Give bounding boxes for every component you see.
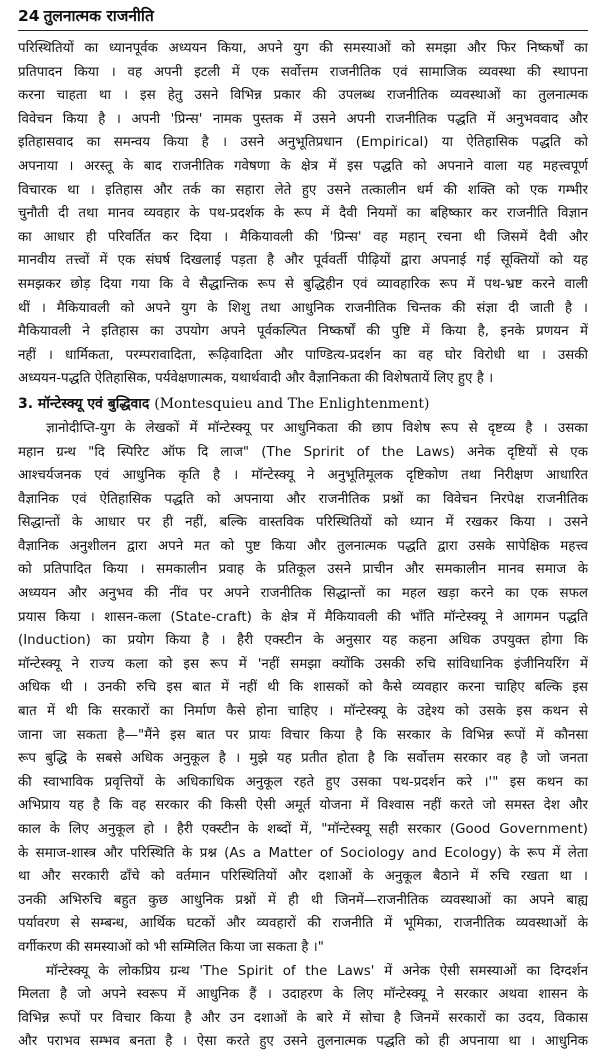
text-line: मानवीय तत्त्वों में एक संघर्ष दिखलाई पड़ता है और पूर्ववर्ती पीढ़ियों द्वारा अपनाई गई सूक्तियों को यह [18,253,588,269]
text-line: अधिक थी । उनकी रुचि इस बात में नहीं थी कि शासकों को कैसे व्यवहार करना चाहिए बल्कि इस [18,680,588,696]
paragraph-1 [18,37,588,391]
page-number: 24 [18,7,40,25]
running-header [18,4,588,26]
text-line: अभिप्राय यह है कि वह सरकार की किसी ऐसी अमूर्त योजना में विश्वास नहीं करते जो समस्त देश और [18,798,588,814]
text-line: पर्यावरण से सम्बन्ध, आर्थिक घटकों और व्यवहारों की राजनीति में भूमिका, राजनीतिक व्यवस्थाओं के [18,916,588,932]
text-line: सिद्धान्तों के आधार पर ही नहीं, बल्कि वास्तविक परिस्थितियों को ध्यान में रखकर किया । उसने [18,515,588,531]
text-line: प्रतिपादन किया । वह अपनी इटली में एक सर्वोत्तम राजनीतिक एवं सामाजिक व्यवस्था की स्थापना [18,64,588,80]
header-rule [18,30,588,31]
text-line: (Induction) का प्रयोग किया है । हैरी एक्स्टीन के अनुसार यह कहना अधिक उपयुक्त होगा कि [18,633,588,649]
text-line: विचारक था । इतिहास और तर्क का सहारा लेते हुए उसने तत्कालीन धर्म की शक्ति को एक गम्भीर [18,182,588,198]
running-title: तुलनात्मक राजनीति [43,7,154,25]
text-line: वर्गीकरण की समस्याओं को भी सम्मिलित किया जा सकता है ।" [18,939,324,955]
text-line: इतिहासवाद का समन्वय किया है । उसने अनुभूतिप्रधान (Empirical) या ऐतिहासिक पद्धति को [18,135,588,151]
text-line: जाना जा सकता है—"मैंने इस बात पर प्रायः विचार किया है कि सरकार के विभिन्न रूपों में कौनसा [18,727,588,743]
text-line: काल के लिए अनुकूल हो । हैरी एक्स्टीन के शब्दों में, "मॉन्टेस्क्यू सही सरकार (Good Government) [18,822,588,837]
text-line: बात में थी कि सरकारों का निर्माण कैसे होना चाहिए । मॉन्टेस्क्यू के उद्देश्य को उसके इस कथन से [18,704,588,720]
text-line: परिस्थितियों का ध्यानपूर्वक अध्ययन किया, अपने युग की समस्याओं को समझा और फिर निष्कर्षों का [18,41,588,56]
text-line: मिलता है जो अपने स्वरूप में आधुनिक हैं । उदाहरण के लिए मॉन्टेस्क्यू ने सरकार अथवा शासन के [18,987,588,1003]
text-line: करना चाहता था । इस हेतु उसने विभिन्न प्रकार की उपलब्ध राजनीतिक व्यवस्थाओं का तुलनात्मक [18,88,588,104]
text-line: रूप बुद्धि के सबसे अधिक अनुकूल है । मुझे यह प्रतीत होता है कि सर्वोत्तम सरकार वह है जो जनता [18,751,588,767]
text-line: थीं । मैकियावली को अपने युग के शिशु तथा आधुनिक राजनीतिक चिन्तक की संज्ञा दी जाती है । [18,300,588,316]
text-line: मॉन्टेस्क्यू के लोकप्रिय ग्रन्थ 'The Spirit of the Laws' में अनेक ऐसी समस्याओं का दिग्दर्शन [46,963,588,979]
paragraph-2 [18,417,588,960]
text-line: और पराभव सम्भव बनता है । ऐसा करते हुए उसने तुलनात्मक पद्धति को ही अपनाया था । आधुनिक [18,1034,588,1050]
text-line: ज्ञानोदीप्ति-युग के लेखकों में मॉन्टेस्क्यू पर आधुनिकता की छाप विशेष रूप से दृष्टव्य है । उसका [46,420,588,436]
text-line: की स्वाभाविक प्रवृत्तियों के अधिकाधिक अनुकूल रहते हुए उसका पथ-प्रदर्शन करे ।'" इस कथन का [18,774,588,790]
text-line: का आधार ही परिवर्तित कर दिया । मैकियावली की 'प्रिन्स' वह महान् रचना थी जिसमें दैवी और [18,229,588,245]
text-line: उनकी अभिरुचि बहुत कुछ आधुनिक प्रश्नों में ही थी जिनमें—राजनीतिक व्यवस्थाओं का अपने बाह्य [18,892,588,908]
text-line: समझकर छोड़ दिया गया कि वे सैद्धान्तिक रूप से बुद्धिहीन एवं व्यावहारिक रूप में पथ-भ्रष्ट करने वाली [18,276,588,292]
text-line: प्रयास किया । शासन-कला (State-craft) के क्षेत्र में मैकियावली की भाँति मॉन्टेस्क्यू ने आगमन पद्धति [18,609,588,625]
text-line: विभिन्न रूपों पर विचार किया है और उन दशाओं के बारे में सोचा है जिनमें सरकारों का उदय, विकास [18,1010,588,1026]
section-heading-english: (Montesquieu and The Enlightenment) [154,395,430,412]
text-line: को प्रतिपादित किया । समकालीन प्रवाह के प्रतिकूल उसने प्राचीन और समकालीन मानव समाज के [18,562,588,578]
text-line: नहीं । धार्मिकता, परम्परावादिता, रूढ़िवादिता और पाण्डित्य-प्रदर्शन का वह घोर विरोधी था । उसकी [18,347,588,363]
text-line: मॉन्टेस्क्यू ने राज्य कला को इस रूप में 'नहीं समझा क्योंकि उसकी रुचि सांविधानिक इंजीनियरिंग में [18,656,588,672]
text-line: वैज्ञानिक एवं ऐतिहासिक पद्धति को अपनाया और राजनीतिक प्रश्नों का विवेचन निरपेक्ष राजनीतिक [18,491,588,507]
text-line: चुनौती दी तथा मानव व्यवहार के पथ-प्रदर्शक के रूप में दैवी नियमों का बहिष्कार कर राजनीति विज्ञान [18,206,588,222]
text-line: अध्ययन और अनुभव की नींव पर अपने राजनीतिक सिद्धान्तों का महल खड़ा करने का एक सफल [18,586,588,602]
text-line: विवेचन किया है । अपनी 'प्रिन्स' नामक पुस्तक में उसने अपनी राजनीतिक पद्धति में अनुभववाद और [18,111,588,127]
text-line: मैकियावली ने इतिहास का उपयोग अपने पूर्वकल्पित निष्कर्षों की पुष्टि में किया है, इनके प्रणयन में [18,324,588,340]
text-line: वैज्ञानिक अनुशीलन द्वारा अपने मत को पुष्ट किया और तुलनात्मक पद्धति द्वारा उसके सापेक्षिक महत्त्व [18,538,588,554]
text-line: आश्चर्यजनक एवं आधुनिक कृति है । मॉन्टेस्क्यू ने अनुभूतिमूलक दृष्टिकोण तथा निरीक्षण आधारित [18,468,588,484]
text-line: के समाज-शास्त्र और परिस्थिति के प्रश्न (As a Matter of Sociology and Ecology) के रूप में लेता [18,845,588,861]
text-line: अध्ययन-पद्धति ऐतिहासिक, पर्यवेक्षणात्मक, यथार्थवादी और वैज्ञानिकता की विशेषतायें लिए हुए है । [18,371,494,387]
section-heading [18,391,588,417]
text-line: था और सरकारी ढाँचे को वर्तमान परिस्थितियों और दशाओं के अनुकूल बैठाने में रुचि रखता था । [18,869,588,885]
text-line: महान ग्रन्थ "दि स्पिरिट ऑफ दि लाज" (The Spririt of the Laws) अनेक दृष्टियों से एक [18,444,588,460]
text-line: अपनाया । अरस्तू के बाद राजनीतिक गवेषणा के क्षेत्र में इस पद्धति को अपनाने वाला यह महत्त्वपूर्ण [18,158,588,174]
section-heading-hindi: 3. मॉन्टेस्क्यू एवं बुद्धिवाद [18,395,150,412]
